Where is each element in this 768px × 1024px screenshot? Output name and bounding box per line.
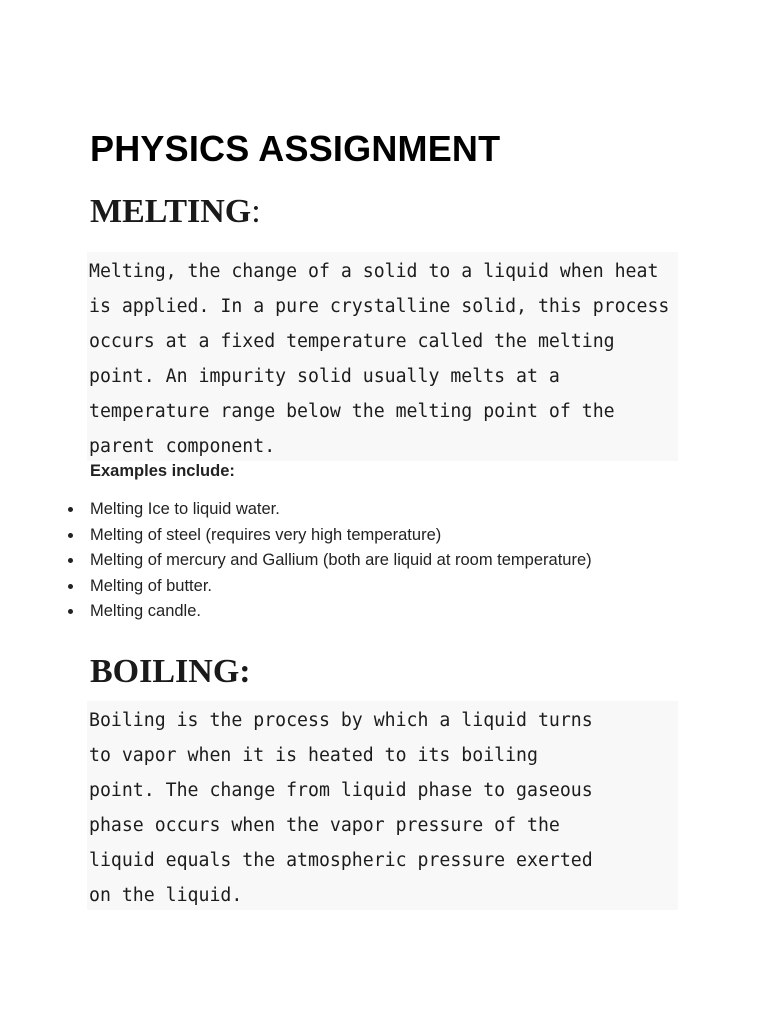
- boiling-heading: BOILING:: [90, 653, 251, 690]
- page-title: PHYSICS ASSIGNMENT: [90, 128, 501, 169]
- examples-label: Examples include:: [90, 462, 235, 480]
- melting-heading-text: MELTING: [90, 193, 252, 230]
- boiling-paragraph-line: to vapor when it is heated to its boiling: [89, 745, 538, 766]
- melting-paragraph-line: occurs at a fixed temperature called the melting: [89, 331, 615, 352]
- bullet-icon: [68, 507, 73, 512]
- melting-paragraph-line: parent component.: [89, 436, 276, 457]
- boiling-paragraph: [87, 701, 678, 910]
- bullet-icon: [68, 533, 73, 538]
- boiling-paragraph-line: liquid equals the atmospheric pressure exerted: [89, 850, 593, 871]
- melting-heading-colon: :: [251, 193, 261, 230]
- list-item: [90, 574, 592, 600]
- bullet-icon: [68, 558, 73, 563]
- bullet-icon: [68, 584, 73, 589]
- list-item: [90, 599, 592, 625]
- melting-paragraph-line: temperature range below the melting point of the: [89, 401, 615, 422]
- list-item-text: Melting of butter.: [90, 576, 212, 595]
- boiling-paragraph-line: point. The change from liquid phase to gaseous: [89, 780, 593, 801]
- examples-list: [90, 497, 592, 625]
- list-item-text: Melting of mercury and Gallium (both are liquid at room temperature): [90, 551, 592, 569]
- list-item: [90, 548, 592, 574]
- boiling-paragraph-line: Boiling is the process by which a liquid turns: [89, 710, 593, 731]
- boiling-paragraph-line: on the liquid.: [89, 885, 243, 906]
- melting-heading: [90, 193, 261, 231]
- list-item-text: Melting Ice to liquid water.: [90, 500, 280, 518]
- melting-paragraph-line: Melting, the change of a solid to a liquid when heat: [89, 261, 659, 282]
- list-item: [90, 523, 592, 549]
- boiling-paragraph-line: phase occurs when the vapor pressure of the: [89, 815, 560, 836]
- bullet-icon: [68, 609, 73, 614]
- list-item: [90, 497, 592, 523]
- melting-paragraph-line: is applied. In a pure crystalline solid, this process: [89, 296, 670, 317]
- list-item-text: Melting candle.: [90, 602, 201, 620]
- melting-paragraph-line: point. An impurity solid usually melts at a: [89, 366, 560, 387]
- melting-paragraph: [87, 252, 678, 461]
- list-item-text: Melting of steel (requires very high temperature): [90, 525, 442, 544]
